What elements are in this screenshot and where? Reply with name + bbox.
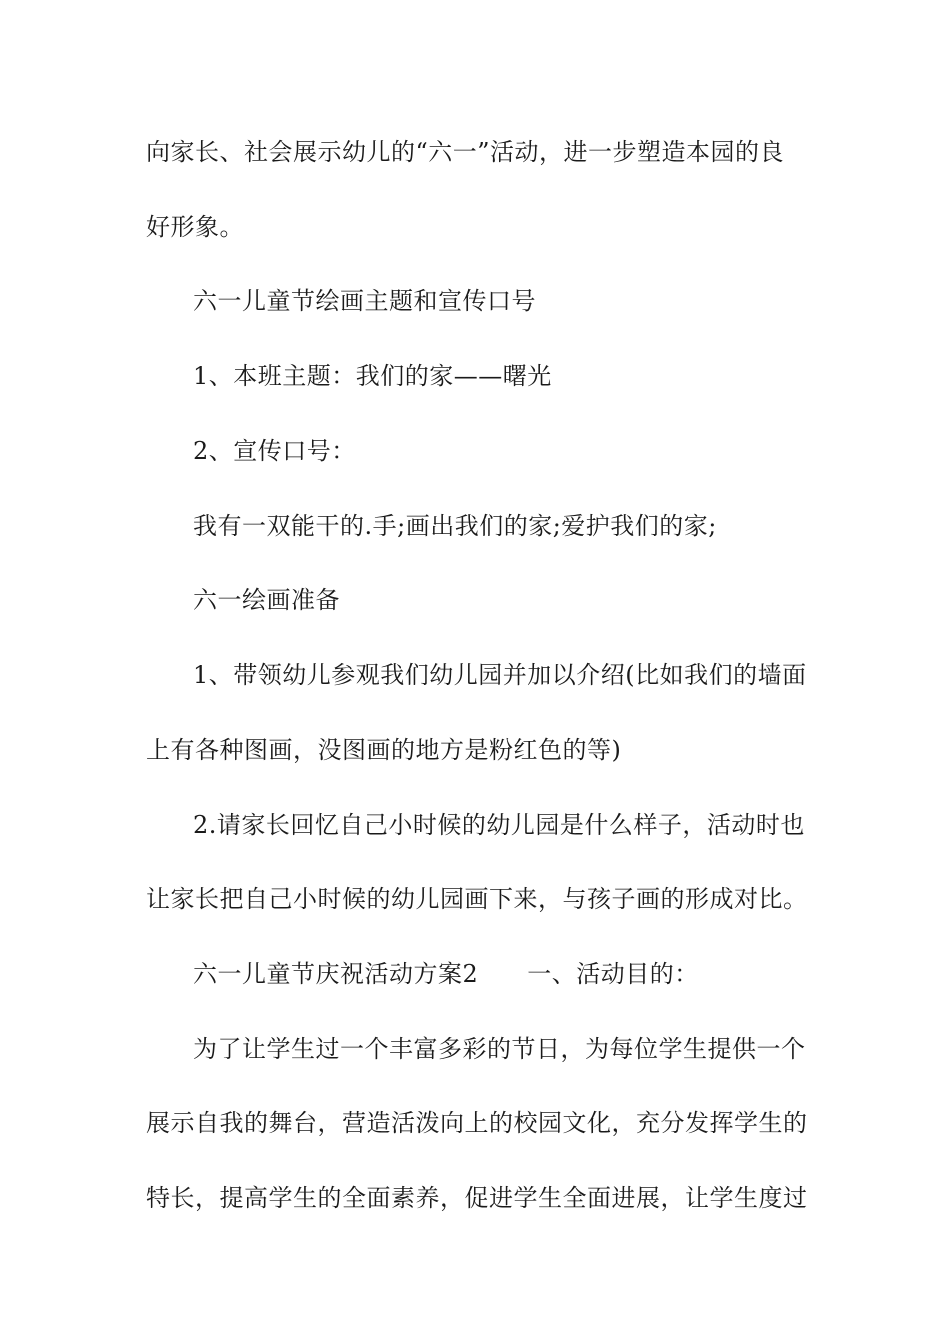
list-item: 1、本班主题：我们的家——曙光 [193,362,552,390]
section-heading: 六一儿童节绘画主题和宣传口号 [193,287,536,315]
list-item: 1、带领幼儿参观我们幼儿园并加以介绍(比如我们的墙面 [193,661,807,689]
list-item: 2、宣传口号： [193,437,356,465]
paragraph-line: 我有一双能干的.手;画出我们的家;爱护我们的家; [193,512,717,540]
paragraph-line: 好形象。 [146,213,244,241]
list-item: 2.请家长回忆自己小时候的幼儿园是什么样子，活动时也 [193,811,805,839]
paragraph-line: 特长，提高学生的全面素养，促进学生全面进展，让学生度过 [146,1184,808,1212]
paragraph-line: 上有各种图画，没图画的地方是粉红色的等) [146,736,622,764]
paragraph-line: 展示自我的舞台，营造活泼向上的校园文化，充分发挥学生的 [146,1109,808,1137]
paragraph-line: 让家长把自己小时候的幼儿园画下来，与孩子画的形成对比。 [146,885,808,913]
section-heading: 六一儿童节庆祝活动方案2 一、活动目的： [193,960,699,988]
paragraph-line: 为了让学生过一个丰富多彩的节日，为每位学生提供一个 [193,1035,806,1063]
paragraph-line: 向家长、社会展示幼儿的“六一”活动，进一步塑造本园的良 [146,138,785,166]
section-heading: 六一绘画准备 [193,586,340,614]
